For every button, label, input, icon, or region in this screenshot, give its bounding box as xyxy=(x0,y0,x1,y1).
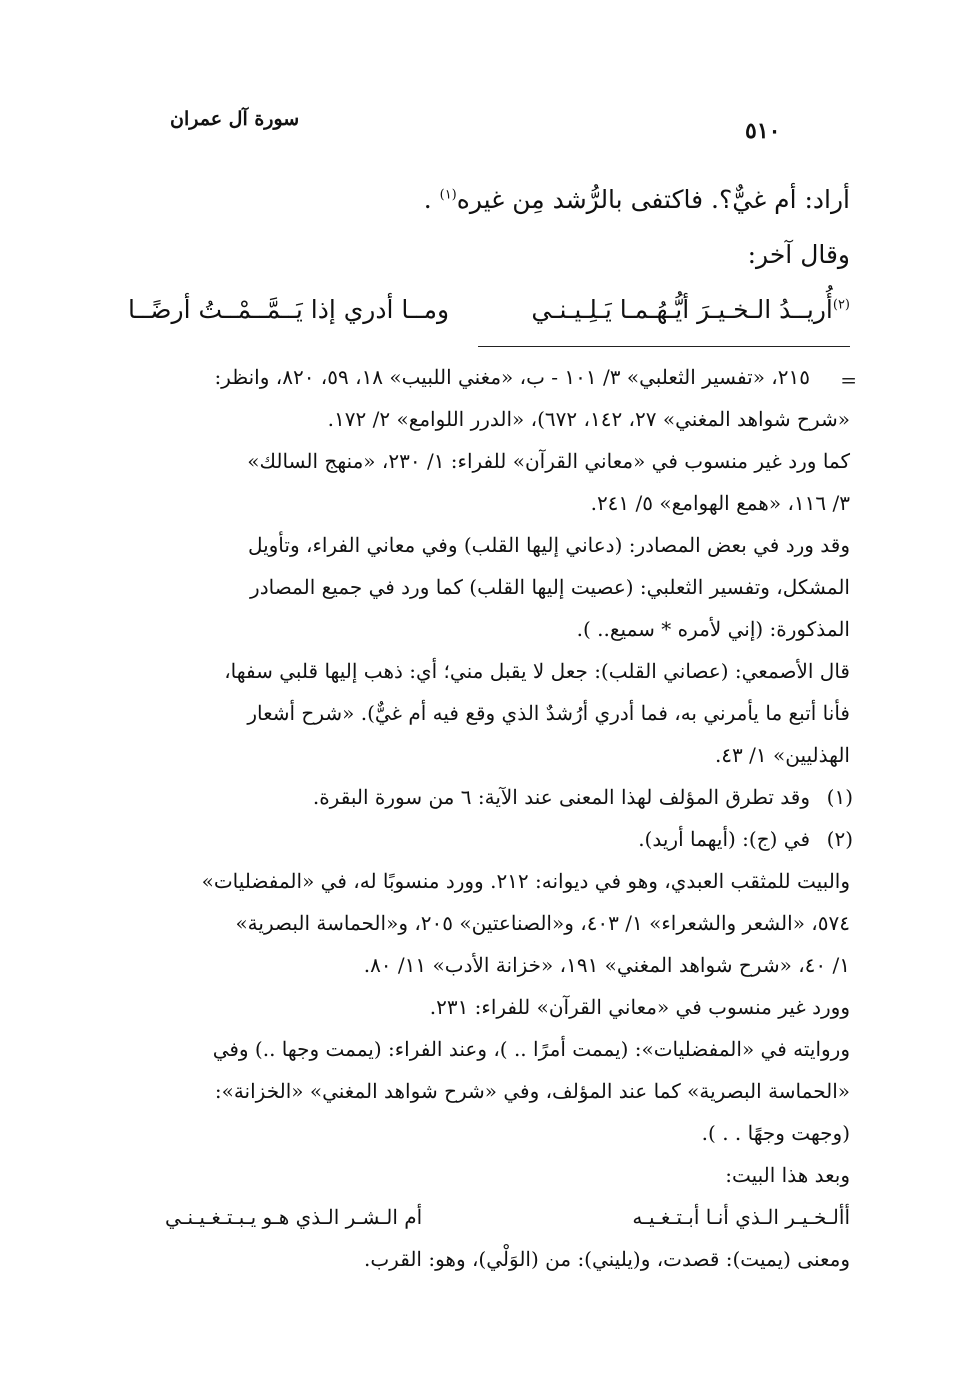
footnote-line: ٣/ ١١٦، «همع الهوامع» ٥/ ٢٤١. xyxy=(590,491,850,515)
footnote-line: المشكل، وتفسير الثعلبي: (عصيت إليها القلب) كما ورد في جميع المصادر xyxy=(250,575,850,599)
continuation-marker: = xyxy=(840,368,857,392)
verse-first-text: أُريــدُ الـخـيـرَ أيُّـهُـمـا يَـلِـيـنـي xyxy=(531,295,833,324)
footnote-line: كما ورد غير منسوب في «معاني القرآن» للفراء: ١/ ٢٣٠، «منهج السالك» xyxy=(247,449,850,473)
footnote-verse-first: أألـخـيـر الـذي أنـا أبـتـغـيـه xyxy=(632,1205,850,1229)
main-line-2: وقال آخر: xyxy=(747,240,850,269)
footnote-1-text: وقد تطرق المؤلف لهذا المعنى عند الآية: ٦ من سورة البقرة. xyxy=(312,785,810,809)
footnote-line: «الحماسة البصرية» كما عند المؤلف، وفي «شرح شواهد المغني» «الخزانة»: xyxy=(214,1079,850,1103)
footnote-ref-2: (٢) xyxy=(832,297,850,313)
main-line-1-end: . xyxy=(423,185,440,214)
footnote-line: وبعد هذا البيت: xyxy=(725,1163,850,1187)
footnote-line: ٢١٥، «تفسير الثعلبي» ٣/ ١٠١ - ب، «مغني اللبيب» ١٨، ٥٩، ٨٢٠، وانظر: xyxy=(214,365,810,389)
footnote-verse-second: أم الـشـر الـذي هـو يـبـتـغـيـنـي xyxy=(165,1205,423,1229)
footnote-2-marker: (٢) xyxy=(826,827,853,851)
main-line-1-text: أراد: أم غيٌّ؟. فاكتفى بالرُّشد مِن غيره xyxy=(456,185,850,214)
footnote-line: ٥٧٤، «الشعر والشعراء» ١/ ٤٠٣، و«الصناعتين» ٢٠٥، و«الحماسة البصرية» xyxy=(235,911,850,935)
footnote-line: المذكورة: (إني لأمره * سميع.. ). xyxy=(576,617,850,641)
footnote-line: فأنا أتبع ما يأمرني به، فما أدري أرُشدٌ الذي وقع فيه أم غيٌّ). «شرح أشعار xyxy=(247,701,850,725)
footnote-line: وقد ورد في بعض المصادر: (دعاني إليها القلب) وفي معاني الفراء، وتأويل xyxy=(247,533,850,557)
footnote-line: وورد غير منسوب في «معاني القرآن» للفراء: ٢٣١. xyxy=(429,995,850,1019)
running-header-title: سورة آل عمران xyxy=(170,108,300,130)
footnote-line: (وجهت وجهًا . . ). xyxy=(701,1121,850,1145)
verse-second-hemistich: ومــا أدري إذا يَــمَّــمْــتُ أرضًــا xyxy=(128,295,450,324)
footnote-line: الهذليين» ١/ ٤٣. xyxy=(714,743,850,767)
footnote-line: ١/ ٤٠، «شرح شواهد المغني» ١٩١، «خزانة الأدب» ١١/ ٨٠. xyxy=(363,953,850,977)
footnote-line: وروايته في «المفضليات»: (يممت أمرًا .. )، وعند الفراء: (يممت وجها ..) وفي xyxy=(212,1037,850,1061)
verse-first-hemistich xyxy=(531,295,850,324)
footnote-2-text: في (ج): (أيهما أريد). xyxy=(638,827,810,851)
main-line-1 xyxy=(424,185,850,214)
footnote-line: قال الأصمعي: (عصاني القلب): جعل لا يقبل مني؛ أي: ذهب إليها قلبي سفها، xyxy=(224,659,850,683)
page-number: ٥١٠ xyxy=(745,118,781,144)
footnote-1-marker: (١) xyxy=(826,785,853,809)
footnote-line: «شرح شواهد المغني» ٢٧، ١٤٢، ٦٧٢)، «الدرر اللوامع» ٢/ ١٧٢. xyxy=(327,407,850,431)
footnote-ref-1: (١) xyxy=(439,187,457,203)
footnote-line: والبيت للمثقب العبدي، وهو في ديوانه: ٢١٢. وورد منسوبًا له، في «المفضليات» xyxy=(201,869,850,893)
footnote-separator xyxy=(478,346,850,347)
footnote-last-line: ومعنى (يميت): قصدت، و(يليني): من (الوَلْي)، وهو: القرب. xyxy=(364,1247,850,1271)
